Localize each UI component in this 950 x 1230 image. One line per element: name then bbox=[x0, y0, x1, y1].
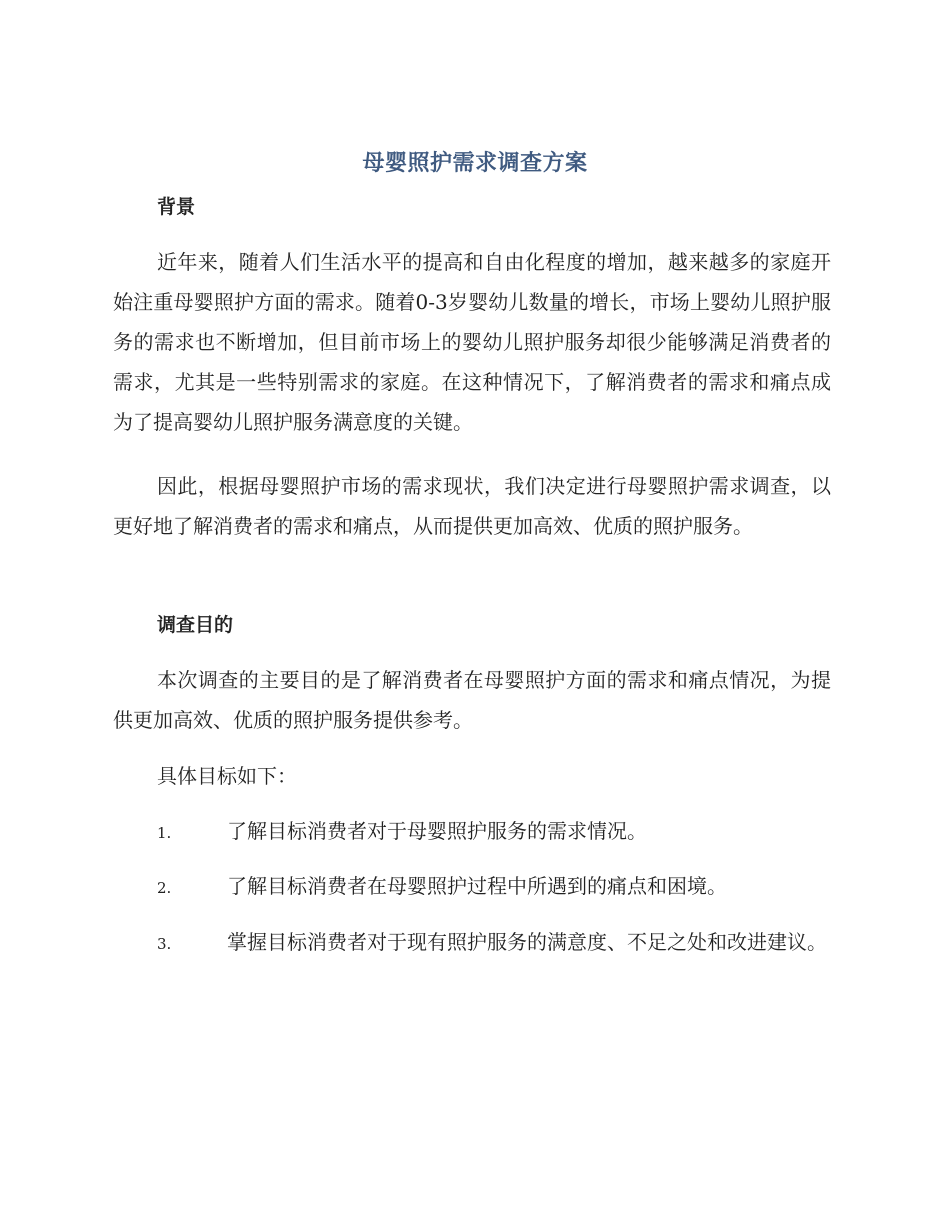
background-paragraph-1: 近年来，随着人们生活水平的提高和自由化程度的增加，越来越多的家庭开始注重母婴照护方面的需求。随着0-3岁婴幼儿数量的增长，市场上婴幼儿照护服务的需求也不断增加，但目前市场上的婴幼儿照护服务却很少能够满足消费者的需求，尤其是一些特别需求的家庭。在这种情况下，了解消费者的需求和痛点成为了提高婴幼儿照护服务满意度的关键。 bbox=[113, 250, 831, 434]
list-item-text: 了解目标消费者对于母婴照护服务的需求情况。 bbox=[227, 819, 647, 843]
list-item-number: 2. bbox=[157, 879, 172, 897]
section-heading-purpose: 调查目的 bbox=[157, 614, 234, 636]
purpose-paragraph-1: 本次调查的主要目的是了解消费者在母婴照护方面的需求和痛点情况，为提供更加高效、优质的照护服务提供参考。 bbox=[113, 668, 831, 732]
list-item-text: 掌握目标消费者对于现有照护服务的满意度、不足之处和改进建议。 bbox=[227, 930, 827, 954]
document-title: 母婴照护需求调查方案 bbox=[362, 151, 588, 176]
list-item bbox=[113, 866, 833, 908]
list-item-number: 3. bbox=[157, 935, 172, 953]
list-item-number: 1. bbox=[157, 824, 172, 842]
list-item bbox=[113, 922, 833, 964]
section-heading-background: 背景 bbox=[157, 196, 196, 218]
list-item bbox=[113, 811, 833, 853]
purpose-paragraph-2: 具体目标如下： bbox=[157, 764, 297, 788]
list-item-text: 了解目标消费者在母婴照护过程中所遇到的痛点和困境。 bbox=[227, 874, 727, 898]
background-paragraph-2: 因此，根据母婴照护市场的需求现状，我们决定进行母婴照护需求调查，以更好地了解消费者的需求和痛点，从而提供更加高效、优质的照护服务。 bbox=[113, 474, 831, 538]
